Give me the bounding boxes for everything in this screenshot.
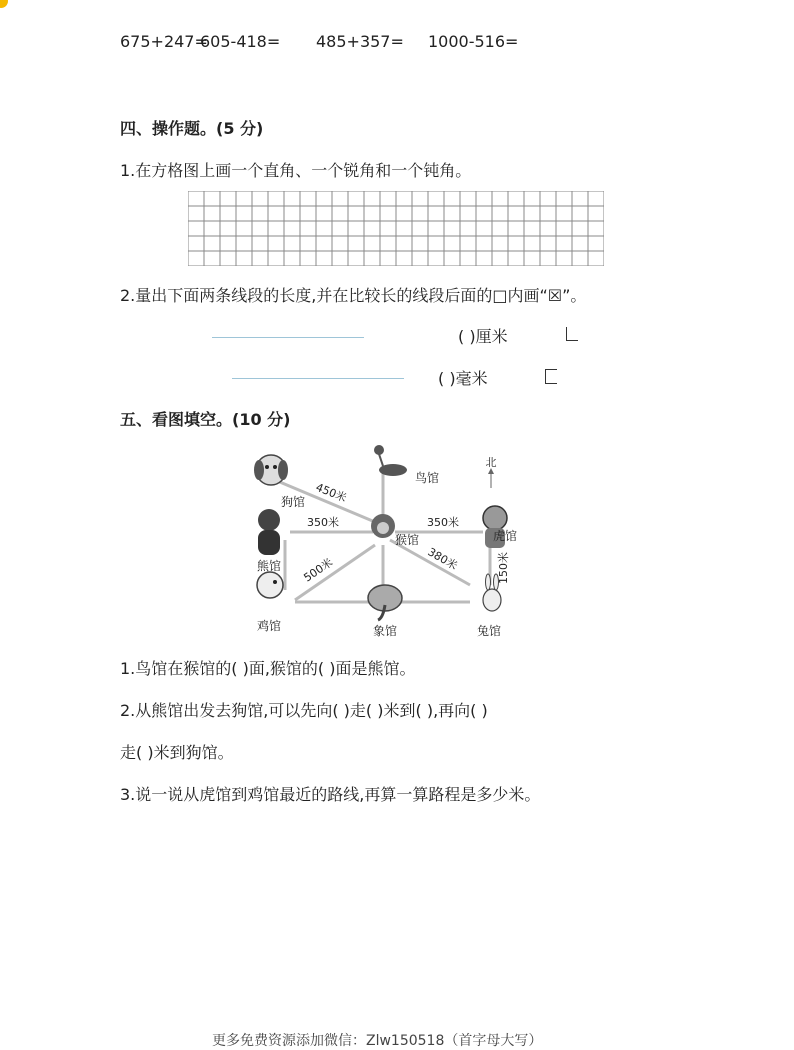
segment2-answer-blank[interactable]: ( )毫米	[438, 369, 488, 388]
segment1-answer-blank[interactable]: ( )厘米	[458, 327, 508, 346]
label-monkey: 猴馆	[395, 533, 420, 547]
distance-bear-monkey: 350米	[307, 516, 339, 529]
label-rabbit: 兔馆	[477, 624, 502, 638]
line-segment-2	[232, 378, 404, 379]
section5-question-2-line1: 2.从熊馆出发去狗馆,可以先向( )走( )米到( ),再向( )	[120, 701, 488, 720]
segment1-checkbox[interactable]	[566, 327, 578, 341]
section5-heading: 五、看图填空。(10 分)	[120, 410, 291, 429]
distance-dog-monkey: 450米	[313, 480, 349, 505]
arithmetic-item-3: 485+357=	[316, 32, 404, 51]
distance-monkey-tiger: 350米	[427, 516, 459, 529]
label-bird: 鸟馆	[415, 471, 440, 485]
section4-question-2: 2.量出下面两条线段的长度,并在比较长的线段后面的□内画“☒”。	[120, 286, 587, 305]
arithmetic-item-4: 1000-516=	[428, 32, 519, 51]
label-dog: 狗馆	[281, 495, 306, 509]
bird-icon	[374, 445, 407, 476]
distance-tiger-rabbit: 150米	[497, 552, 510, 584]
zoo-map	[245, 440, 525, 645]
section4-heading: 四、操作题。(5 分)	[120, 119, 264, 138]
section5-question-2-line2: 走( )米到狗馆。	[120, 743, 234, 762]
chicken-icon	[257, 572, 283, 598]
arithmetic-item-1: 675+247=	[120, 32, 208, 51]
section5-question-1: 1.鸟馆在猴馆的( )面,猴馆的( )面是熊馆。	[120, 659, 416, 678]
label-elephant: 象馆	[373, 624, 398, 638]
label-chicken: 鸡馆	[257, 619, 282, 633]
elephant-icon	[368, 585, 402, 620]
monkey-icon	[371, 514, 395, 538]
label-bear: 熊馆	[257, 559, 282, 573]
label-tiger: 虎馆	[492, 529, 517, 543]
north-label: 北	[485, 456, 497, 469]
arithmetic-item-2: 605-418=	[200, 32, 281, 51]
bear-icon	[258, 509, 280, 555]
dog-icon	[254, 455, 288, 485]
section4-question-1: 1.在方格图上画一个直角、一个锐角和一个钝角。	[120, 161, 472, 180]
square-grid[interactable]	[188, 191, 604, 266]
corner-decoration	[0, 0, 8, 8]
distance-monkey-rabbit: 380米	[425, 545, 460, 573]
section5-question-3: 3.说一说从虎馆到鸡馆最近的路线,再算一算路程是多少米。	[120, 785, 541, 804]
line-segment-1	[212, 337, 364, 338]
segment2-checkbox[interactable]	[545, 369, 557, 384]
distance-bear-elephant: 500米	[301, 555, 336, 585]
footer-note: 更多免费资源添加微信：Zlw150518（首字母大写）	[212, 1033, 543, 1049]
